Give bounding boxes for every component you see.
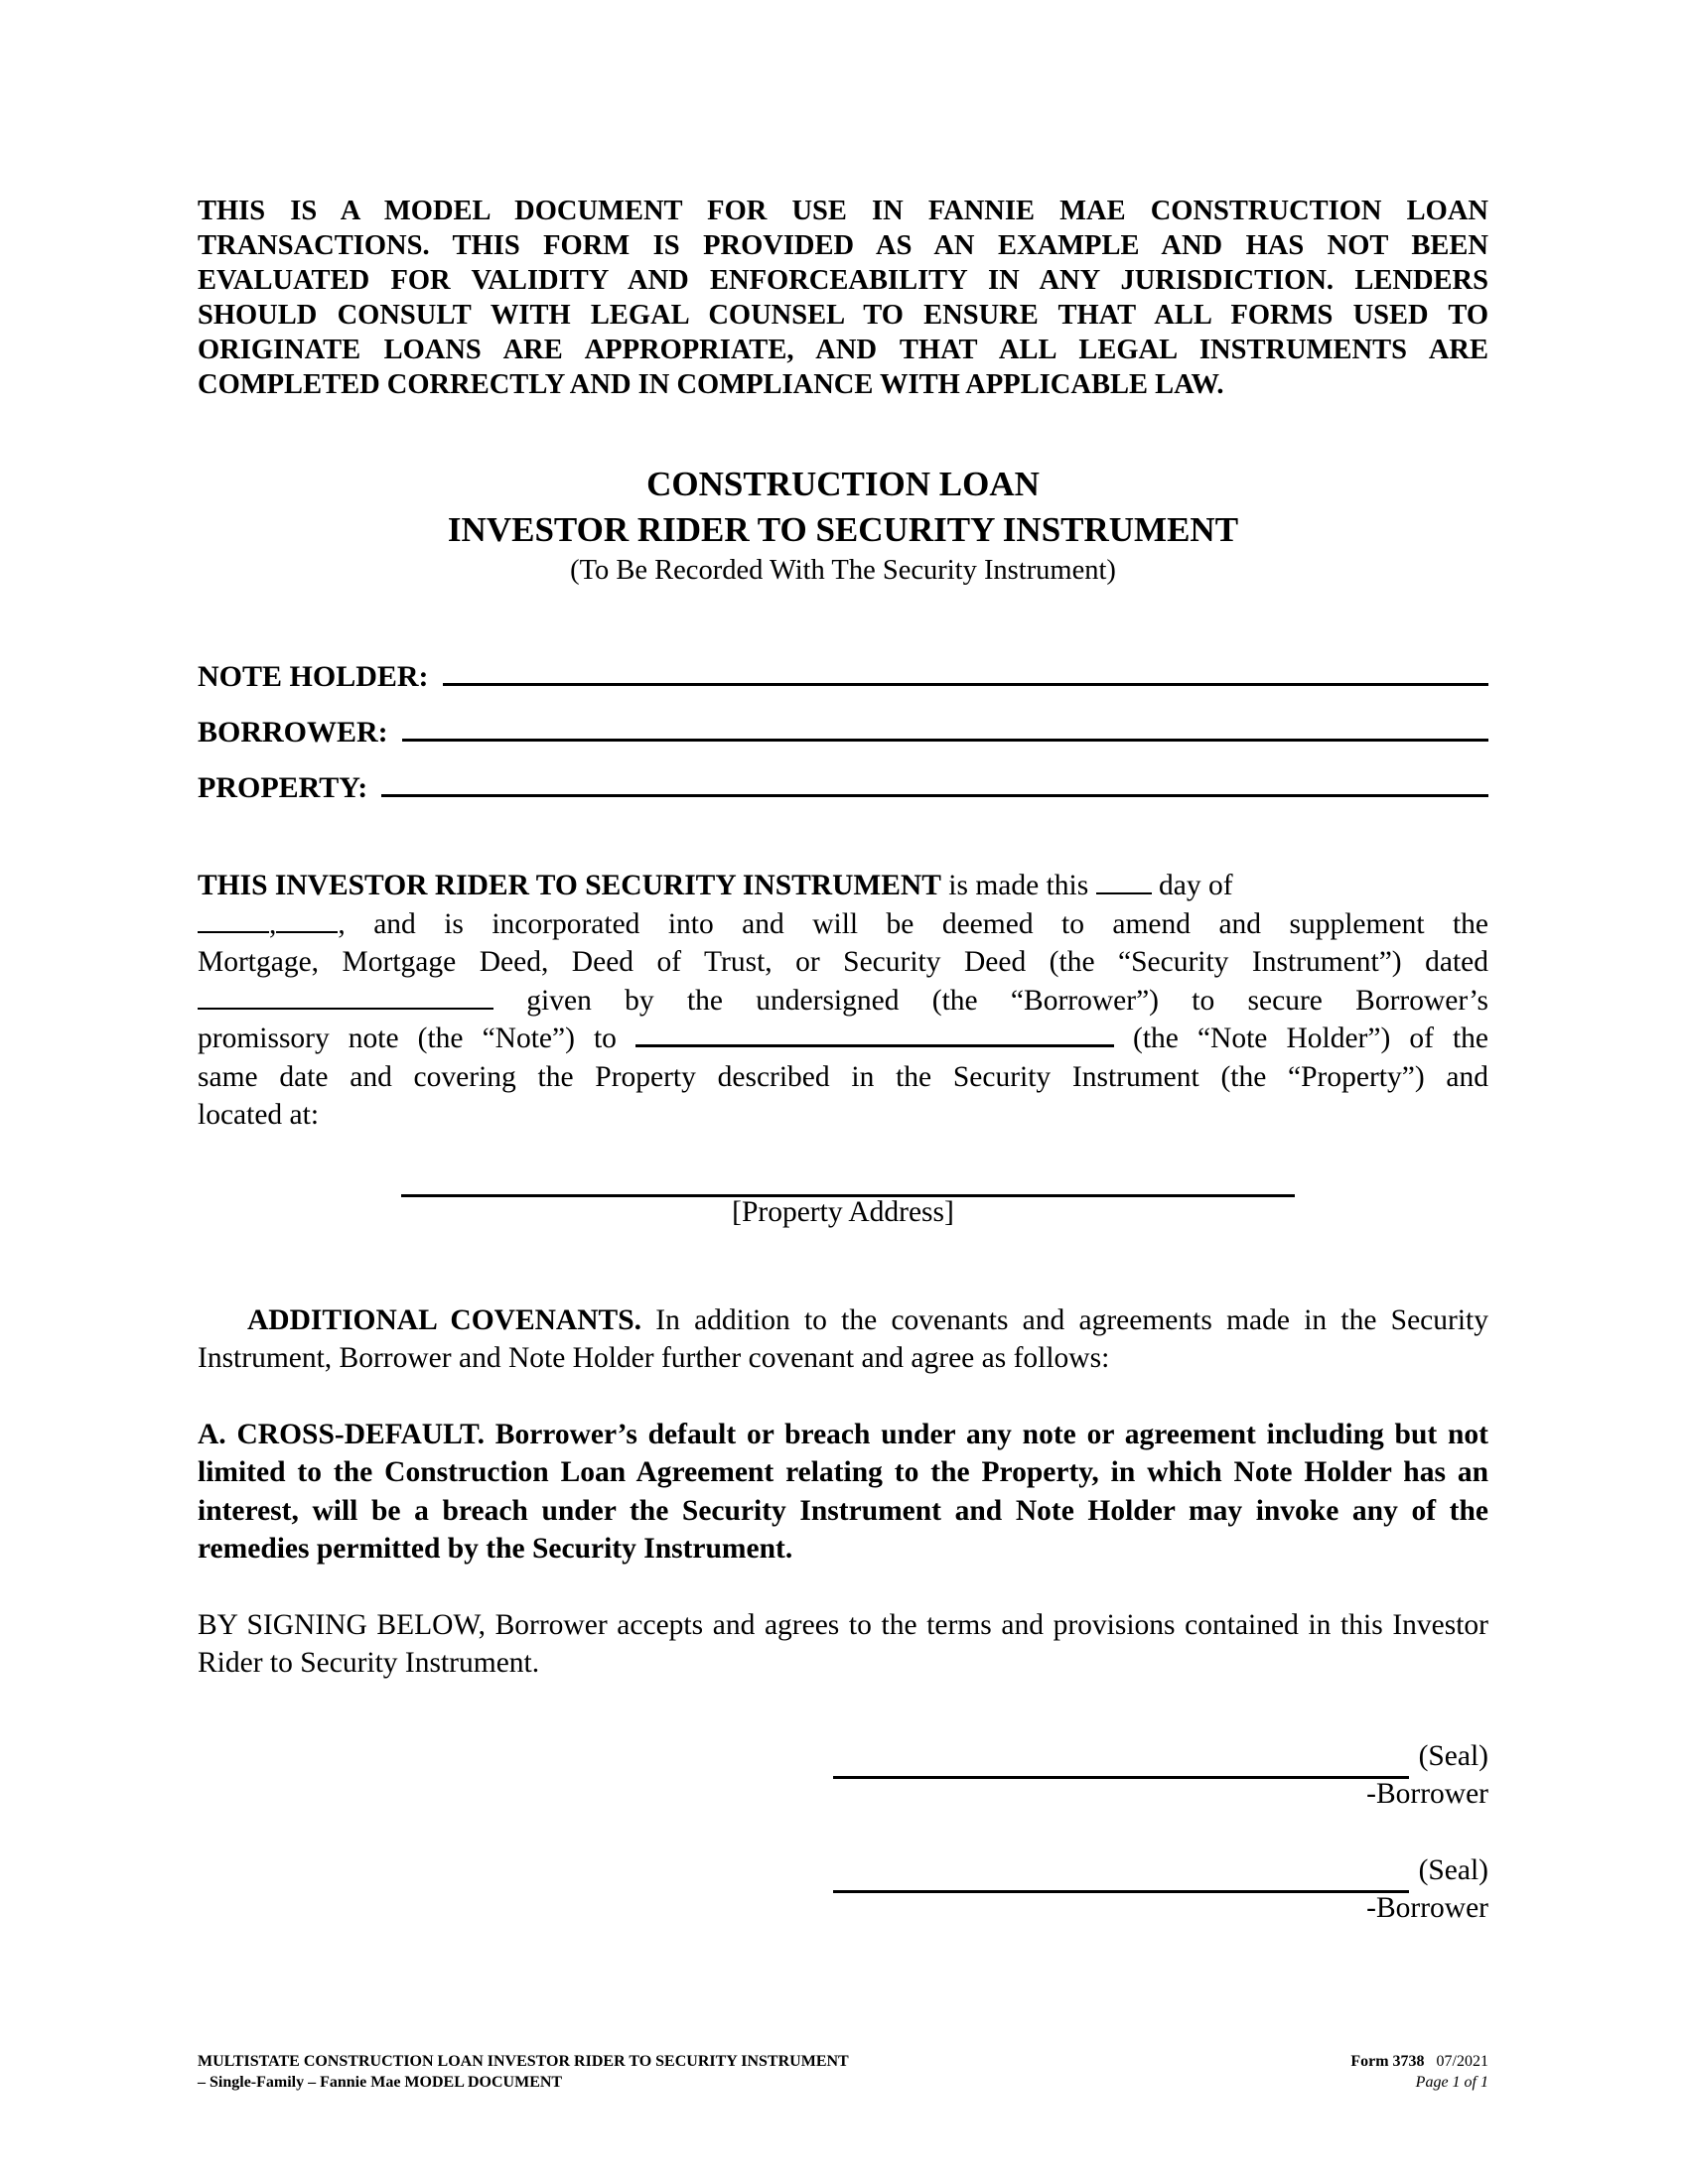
title-line-2: INVESTOR RIDER TO SECURITY INSTRUMENT: [447, 510, 1239, 549]
month-blank[interactable]: [198, 930, 269, 933]
additional-covenants-text: In addition to the covenants and agreements made in the Security Instrument, Borrower and Note Holder further covenant and agree as follows:: [198, 1303, 1488, 1374]
seal-label: (Seal): [1418, 1853, 1488, 1886]
property-address-block: [198, 1194, 1488, 1303]
borrower-role-label: -Borrower: [1366, 1777, 1488, 1810]
note-holder-field[interactable]: [198, 638, 1488, 694]
signature-line[interactable]: [833, 1776, 1409, 1779]
footer-left-line-2: – Single-Family – Fannie Mae MODEL DOCUMENT: [198, 2074, 563, 2091]
intro-bold-lead: THIS INVESTOR RIDER TO SECURITY INSTRUMENT: [198, 870, 941, 901]
borrower-field[interactable]: [198, 694, 1488, 750]
page-number: Page 1 of 1: [1415, 2074, 1488, 2091]
borrower-label: BORROWER:: [198, 716, 388, 749]
notice-line: EVALUATED FOR VALIDITY AND ENFORCEABILITY IN ANY JURISDICTION. LENDERS: [198, 265, 1488, 296]
document-title: [198, 462, 1488, 589]
notice-line: COMPLETED CORRECTLY AND IN COMPLIANCE WITH APPLICABLE LAW.: [198, 369, 1224, 400]
intro-line-1: [198, 867, 1488, 905]
form-number: Form 3738: [1350, 2053, 1425, 2070]
footer-left-line-1: MULTISTATE CONSTRUCTION LOAN INVESTOR RIDER TO SECURITY INSTRUMENT: [198, 2053, 849, 2070]
intro-line-5: [198, 1020, 1488, 1058]
intro-line-6: same date and covering the Property described in the Security Instrument (the “Property”) and: [198, 1060, 1488, 1093]
signature-line[interactable]: [833, 1890, 1409, 1893]
model-document-notice: [198, 194, 1488, 402]
document-page: [198, 194, 1488, 1969]
property-blank[interactable]: [381, 793, 1488, 797]
intro-text: , and is incorporated into and will be deemed to amend and supplement the: [338, 907, 1488, 940]
signature-block-2: [198, 1854, 1488, 1969]
intro-line-7: located at:: [198, 1099, 320, 1131]
borrower-blank[interactable]: [402, 738, 1488, 742]
intro-paragraph: [198, 867, 1488, 1135]
lender-blank[interactable]: [635, 1043, 1114, 1047]
intro-text: ,: [269, 907, 277, 940]
intro-line-2: [198, 905, 1488, 944]
dated-blank[interactable]: [198, 1007, 493, 1010]
notice-line: SHOULD CONSULT WITH LEGAL COUNSEL TO ENSURE THAT ALL FORMS USED TO: [198, 300, 1488, 331]
intro-line-4: [198, 982, 1488, 1021]
intro-text: (the “Note Holder”) of the: [1113, 1023, 1489, 1054]
intro-text: promissory note (the “Note”) to: [198, 1023, 635, 1054]
footer-form-title: [198, 2051, 849, 2093]
intro-text: day of: [1151, 870, 1233, 901]
notice-line: THIS IS A MODEL DOCUMENT FOR USE IN FANNIE MAE CONSTRUCTION LOAN: [198, 196, 1488, 226]
cross-default-paragraph: A. CROSS-DEFAULT. Borrower’s default or breach under any note or agreement including but not limited to the Construction Loan Agreement relating to the Property, in which Note Holder has an interest, will be a breach under the Security Instrument and Note Holder may invoke any of the remedies permitted by the Security Instrument.: [198, 1418, 1488, 1565]
borrower-role-label: -Borrower: [1366, 1891, 1488, 1924]
notice-line: ORIGINATE LOANS ARE APPROPRIATE, AND THAT ALL LEGAL INSTRUMENTS ARE: [198, 335, 1488, 365]
intro-text: is made this: [940, 870, 1096, 901]
day-blank[interactable]: [1096, 891, 1152, 894]
property-label: PROPERTY:: [198, 771, 368, 804]
title-line-1: CONSTRUCTION LOAN: [646, 465, 1040, 503]
property-field[interactable]: [198, 750, 1488, 805]
seal-label: (Seal): [1418, 1739, 1488, 1772]
note-holder-label: NOTE HOLDER:: [198, 660, 429, 693]
signature-block-1: [198, 1740, 1488, 1854]
additional-covenants-heading: ADDITIONAL COVENANTS.: [247, 1303, 641, 1336]
intro-line-3: Mortgage, Mortgage Deed, Deed of Trust, or Security Deed (the “Security Instrument”) dated: [198, 946, 1488, 978]
year-blank[interactable]: [276, 930, 338, 933]
property-address-label: [Property Address]: [732, 1195, 954, 1228]
party-fields: [198, 638, 1488, 805]
additional-covenants-paragraph: [198, 1301, 1488, 1378]
title-subtitle: (To Be Recorded With The Security Instrument): [570, 555, 1116, 586]
note-holder-blank[interactable]: [443, 682, 1488, 686]
form-date: 07/2021: [1436, 2053, 1488, 2070]
signing-statement: BY SIGNING BELOW, Borrower accepts and agrees to the terms and provisions contained in this Investor Rider to Security Instrument.: [198, 1608, 1488, 1679]
notice-line: TRANSACTIONS. THIS FORM IS PROVIDED AS AN EXAMPLE AND HAS NOT BEEN: [198, 230, 1488, 261]
intro-text: given by the undersigned (the “Borrower”) to secure Borrower’s: [493, 984, 1488, 1017]
footer-form-info: [1350, 2051, 1488, 2093]
